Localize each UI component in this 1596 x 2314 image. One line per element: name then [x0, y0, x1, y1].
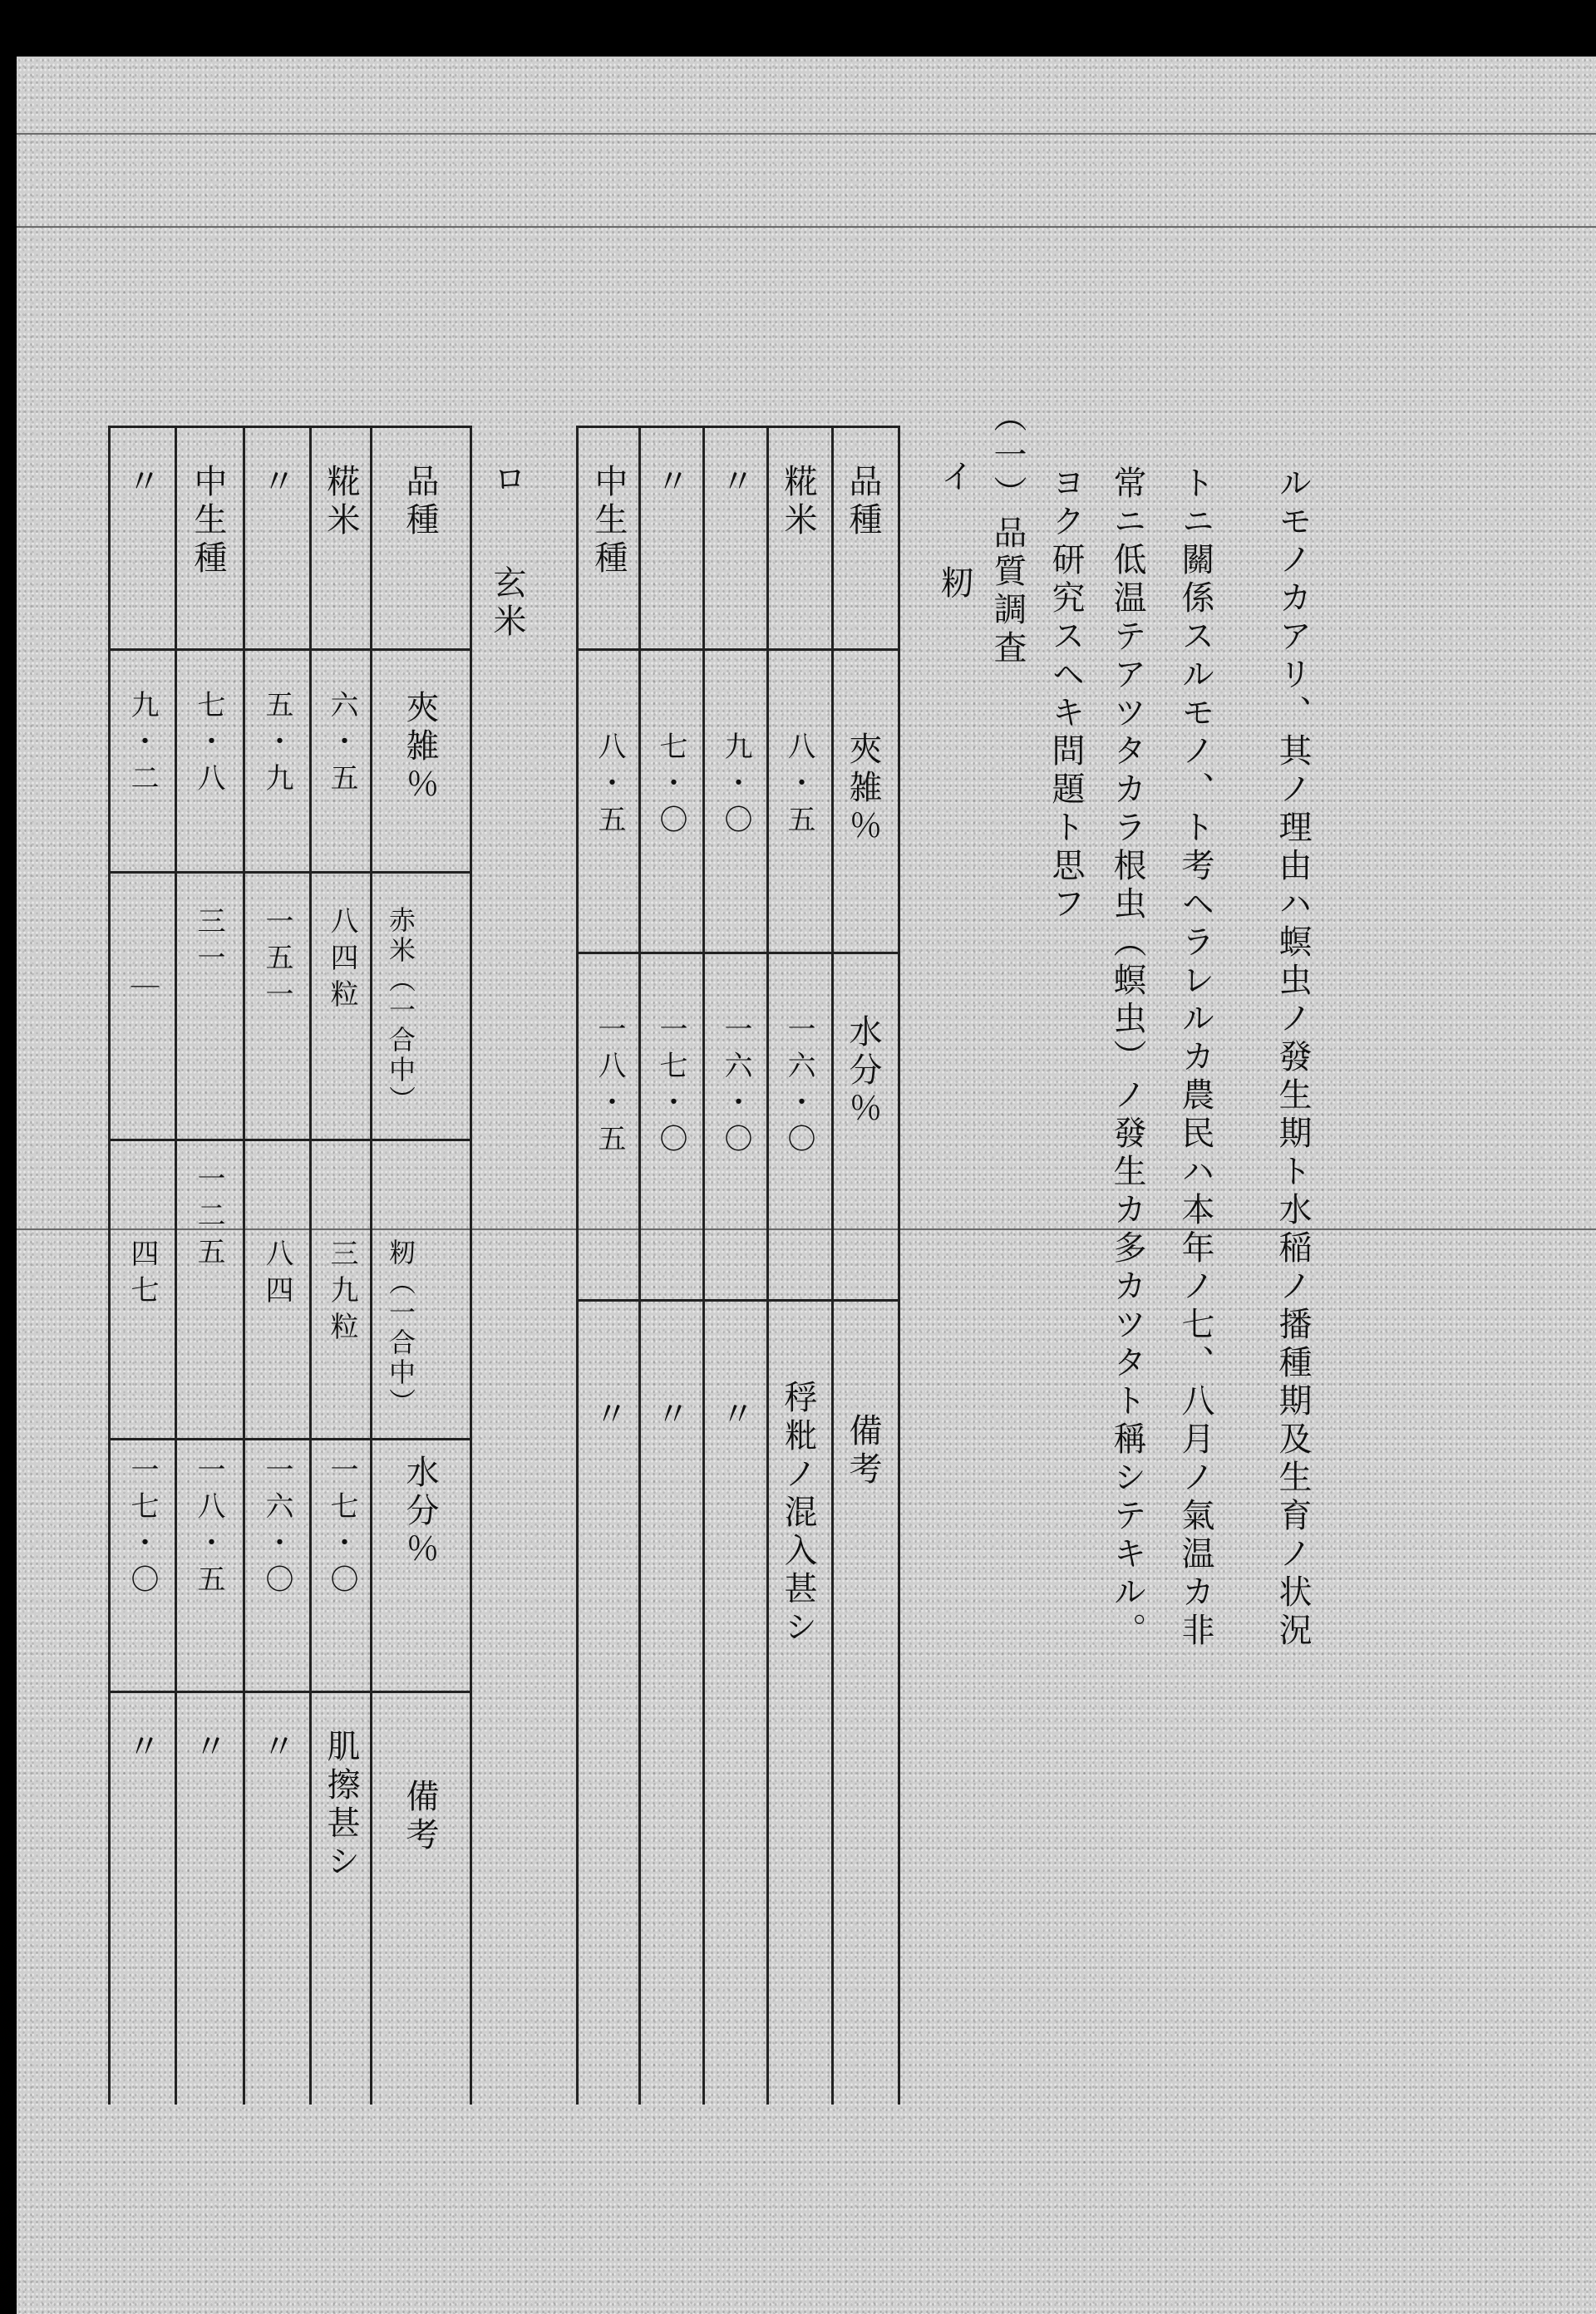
momi-row2-impurity: 九・〇: [719, 731, 752, 841]
genmai-row3-moisture: 一八・五: [192, 1455, 225, 1601]
genmai-row4-momi: 四七: [126, 1238, 159, 1312]
momi-row4-moisture: 一八・五: [593, 1014, 626, 1160]
page-rule-top: [17, 133, 1596, 135]
genmai-row2-remarks: 〃: [257, 1729, 295, 1767]
genmai-row4-impurity: 九・二: [126, 690, 159, 800]
genmai-row4-red-rice: ｜: [126, 972, 159, 1009]
momi-header-impurity: 夾雑％: [844, 731, 882, 846]
genmai-header-red-rice: 赤米（一合中）: [385, 906, 416, 1115]
genmai-row1-momi: 三九粒: [325, 1238, 358, 1348]
subsection-i-title: 籾: [935, 565, 973, 603]
subsection-i-mark: イ: [935, 459, 973, 497]
momi-row3-remarks: 〃: [651, 1396, 689, 1435]
momi-row3-impurity: 七・〇: [654, 731, 687, 841]
momi-header-variety: 品種: [844, 464, 882, 540]
genmai-row3-remarks: 〃: [189, 1729, 227, 1767]
momi-row2-moisture: 一六・〇: [719, 1014, 752, 1160]
document-page: [17, 57, 1596, 2314]
momi-row1-impurity: 八・五: [782, 731, 815, 841]
momi-row4-variety: 中生種: [589, 464, 628, 578]
genmai-title-mark: ロ: [488, 461, 526, 500]
genmai-row1-moisture: 一七・〇: [325, 1455, 358, 1601]
genmai-row2-impurity: 五・九: [260, 690, 293, 800]
genmai-header-momi: 籾（一合中）: [385, 1238, 416, 1418]
genmai-row4-moisture: 一七・〇: [126, 1455, 159, 1601]
genmai-header-variety: 品種: [401, 464, 439, 540]
momi-row3-variety: 〃: [651, 464, 689, 502]
prose-line-1: ルモノカアリ、其ノ理由ハ螟虫ノ發生期ト水稲ノ播種期及生育ノ状況: [1273, 465, 1312, 1651]
momi-row1-moisture: 一六・〇: [782, 1014, 815, 1160]
momi-header-remarks: 備考: [844, 1413, 882, 1489]
momi-row1-variety: 糀米: [779, 464, 817, 540]
genmai-row2-red-rice: 一五一: [260, 906, 293, 1016]
genmai-header-remarks: 備考: [401, 1779, 439, 1855]
genmai-row4-variety: 〃: [122, 464, 160, 502]
genmai-row3-red-rice: 三一: [192, 906, 225, 979]
genmai-row3-momi: 一二五: [192, 1164, 225, 1273]
genmai-row2-variety: 〃: [257, 464, 295, 502]
momi-row4-impurity: 八・五: [593, 731, 626, 841]
genmai-header-impurity: 夾雑％: [401, 690, 439, 805]
genmai-row3-variety: 中生種: [189, 464, 227, 578]
genmai-row2-moisture: 一六・〇: [260, 1455, 293, 1601]
prose-line-2: トニ關係スルモノ、ト考ヘラレルカ農民ハ本年ノ七、八月ノ氣温カ非: [1176, 465, 1214, 1651]
genmai-row1-impurity: 六・五: [325, 690, 358, 800]
momi-row1-remarks: 稃粃ノ混入甚シ: [779, 1380, 817, 1647]
momi-row2-remarks: 〃: [716, 1396, 754, 1435]
prose-line-3: 常ニ低温テアツタカラ根虫（螟虫）ノ發生カ多カツタト稱シテキル。: [1108, 465, 1146, 1651]
genmai-title: 玄米: [488, 565, 526, 642]
genmai-row1-remarks: 肌擦甚シ: [322, 1729, 360, 1882]
genmai-row1-variety: 糀米: [322, 464, 360, 540]
genmai-row4-remarks: 〃: [122, 1729, 160, 1767]
section-title: 品質調査: [988, 515, 1027, 668]
prose-line-4: ヨク研究スヘキ問題ト思フ: [1047, 465, 1085, 924]
genmai-row3-impurity: 七・八: [192, 690, 225, 800]
momi-row4-remarks: 〃: [589, 1396, 628, 1435]
momi-row3-moisture: 一七・〇: [654, 1014, 687, 1160]
page-rule-upper: [17, 226, 1596, 228]
page-fold-line: [17, 1228, 1596, 1230]
momi-header-moisture: 水分％: [844, 1014, 882, 1129]
section-number: （一）: [988, 399, 1027, 514]
genmai-row2-momi: 八四: [260, 1238, 293, 1312]
momi-row2-variety: 〃: [716, 464, 754, 502]
genmai-row1-red-rice: 八四粒: [325, 906, 358, 1016]
genmai-header-moisture: 水分％: [401, 1455, 439, 1569]
